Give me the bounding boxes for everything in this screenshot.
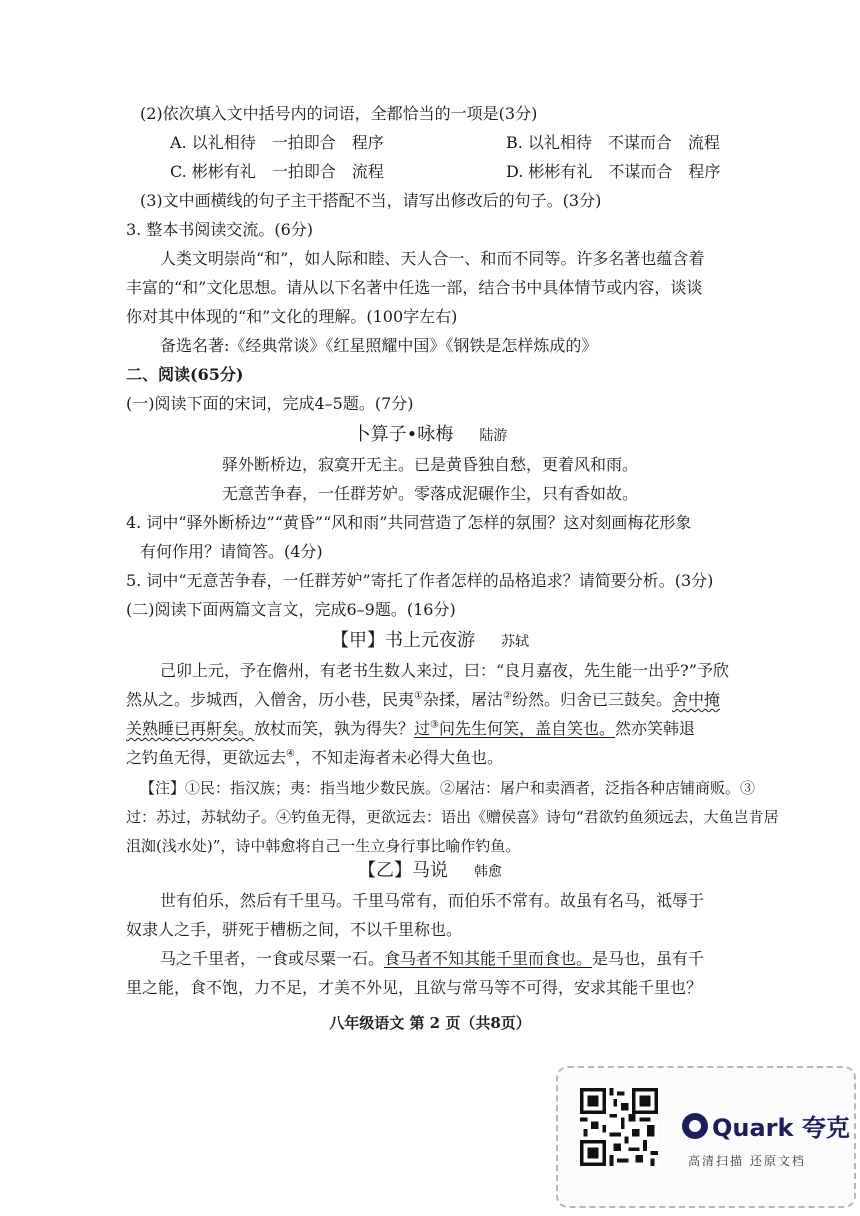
option-a: A. 以礼相待 一拍即合 程序: [170, 133, 384, 152]
text-yi-line1: 世有伯乐，然后有千里马。千里马常有，而伯乐不常有。故虽有名马，祗辱于: [160, 891, 705, 910]
page-footer: 八年级语文 第 2 页（共8页）: [329, 1014, 531, 1032]
question-2-stem: (2)依次填入文中括号内的词语，全都恰当的一项是(3分): [140, 104, 538, 123]
section-2-heading: 二、阅读(65分): [126, 365, 244, 384]
poem-line-2: 无意苦争春，一任群芳妒。零落成泥碾作尘，只有香如故。: [221, 484, 638, 503]
section-3-heading: 3. 整本书阅读交流。(6分): [126, 220, 314, 239]
text-yi-line4: 里之能，食不饱，力不足，才美不外见，且欲与常马等不可得，安求其能千里也？: [126, 978, 703, 997]
text-yi-line2: 奴隶人之手，骈死于槽枥之间，不以千里称也。: [126, 920, 463, 939]
poem-title-line: [0, 424, 860, 447]
text-jia-line4: 之钓鱼无得，更欲远去④，不知走海者未必得大鱼也。: [126, 748, 503, 767]
qr-code-icon: [580, 1088, 658, 1166]
text-yi-line3: 马之千里者，一食或尽粟一石。食马者不知其能千里而食也。是马也，虽有千: [160, 949, 705, 968]
section-3-para-line3: 你对其中体现的“和”文化的理解。(100字左右): [126, 307, 458, 326]
section-3-books: 备选名著:《经典常谈》《红星照耀中国》《钢铁是怎样炼成的》: [160, 336, 598, 355]
section-3-para-line2: 丰富的“和”文化思想。请从以下名著中任选一部，结合书中具体情节或内容，谈谈: [126, 278, 703, 297]
text-jia-title-line: [0, 630, 860, 653]
text-yi-title-line: [0, 860, 860, 883]
text-jia-author: 苏轼: [501, 634, 529, 650]
quark-logo: [682, 1108, 850, 1143]
poem-line-1: 驿外断桥边，寂寞开无主。已是黄昏独自愁，更着风和雨。: [221, 455, 638, 474]
quark-watermark: [556, 1066, 856, 1208]
wavy-underlined-sentence-cont: 关熟睡已再鼾矣。: [126, 719, 255, 738]
wavy-underlined-sentence: 舍中掩: [671, 690, 720, 709]
notes-line1: 【注】①民：指汉族；夷：指当地少数民族。②屠沽：屠户和卖酒者，泛指各种店铺商贩。③: [140, 779, 756, 797]
quark-tagline: 高清扫描 还原文档: [688, 1154, 806, 1168]
notes-line2: 过：苏过，苏轼幼子。④钓鱼无得，更欲远去：语出《赠侯喜》诗句“君欲钓鱼须远去，大鱼岂肯居: [126, 808, 779, 826]
question-4-line2: 有何作用？请简答。(4分): [140, 542, 323, 561]
underlined-sentence-yi: 食马者不知其能千里而食也。: [384, 949, 593, 968]
question-3-sub: (3)文中画横线的句子主干搭配不当，请写出修改后的句子。(3分): [140, 191, 602, 210]
text-jia-line2: 然从之。步城西，入僧舍，历小巷，民夷①杂揉，屠沽②纷然。归舍已三鼓矣。舍中掩: [126, 690, 720, 709]
text-yi-author: 韩愈: [474, 864, 502, 880]
text-yi-title: 【乙】马说: [358, 860, 448, 881]
question-5: 5. 词中“无意苦争春，一任群芳妒”寄托了作者怎样的品格追求？请简要分析。(3分): [126, 571, 714, 590]
quark-brand: Quark 夸克: [712, 1114, 850, 1142]
question-4-line1: 4. 词中“驿外断桥边”“黄昏”“风和雨”共同营造了怎样的氛围？这对刻画梅花形象: [126, 513, 692, 532]
quark-logo-icon: [682, 1113, 708, 1139]
option-b: B. 以礼相待 不谋而合 流程: [506, 133, 720, 152]
text-jia-line3: 关熟睡已再鼾矣。放杖而笑，孰为得失？过③问先生何笑，盖自笑也。然亦笑韩退: [126, 719, 696, 738]
option-d: D. 彬彬有礼 不谋而合 程序: [506, 162, 721, 181]
notes-line3: 沮洳(浅水处)”，诗中韩愈将自己一生立身行事比喻作钓鱼。: [126, 837, 521, 855]
question-2-options-row1: [170, 132, 720, 154]
poem-author: 陆游: [479, 428, 508, 444]
text-jia-title: 【甲】书上元夜游: [331, 630, 475, 651]
part-1-heading: (一)阅读下面的宋词，完成4–5题。(7分): [126, 394, 414, 413]
option-c: C. 彬彬有礼 一拍即合 流程: [170, 162, 384, 181]
text-jia-line1: 己卯上元，予在儋州，有老书生数人来过，曰：“良月嘉夜，先生能一出乎?”予欣: [160, 661, 729, 680]
part-2-heading: (二)阅读下面两篇文言文，完成6–9题。(16分): [126, 600, 456, 619]
underlined-sentence: 过③问先生何笑，盖自笑也。: [414, 719, 616, 738]
question-2-options-row2: [170, 161, 720, 183]
section-3-para-line1: 人类文明崇尚“和”，如人际和睦、天人合一、和而不同等。许多名著也蕴含着: [160, 249, 705, 268]
poem-title: 卜算子•咏梅: [352, 424, 454, 445]
